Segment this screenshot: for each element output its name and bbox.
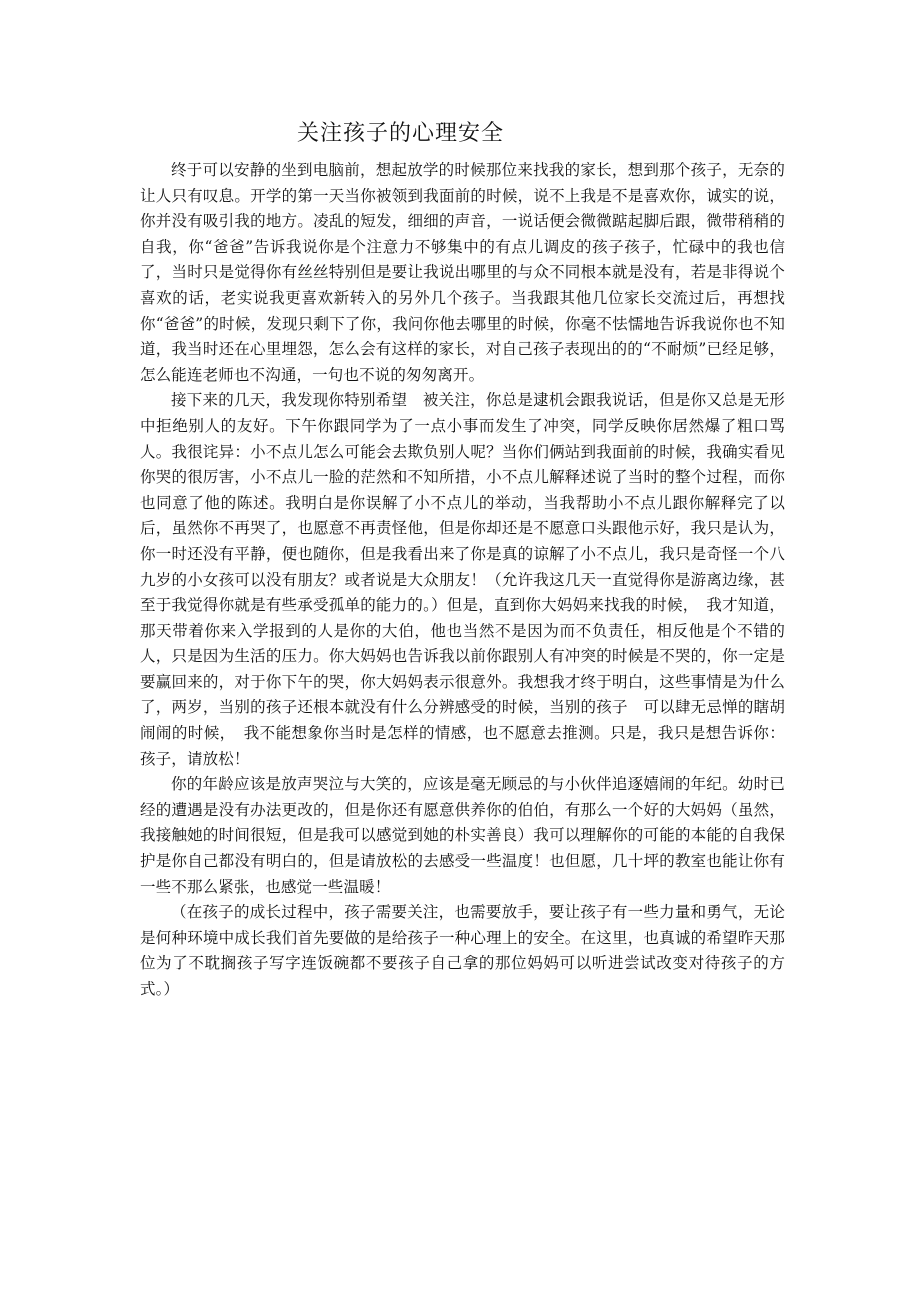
paragraph-1: 终于可以安静的坐到电脑前，想起放学的时候那位来找我的家长，想到那个孩子，无奈的让人只有叹息。开学的第一天当你被领到我面前的时候，说不上我是不是喜欢你，诚实的说，你并没有吸引我的地方。凌乱的短发，细细的声音，一说话便会微微踮起脚后跟，微带稍稍的自我，你“爸爸”告诉我说你是个注意力不够集中的有点儿调皮的孩子孩子，忙碌中的我也信了，当时只是觉得你有丝丝特别但是要让我说出哪里的与众不同根本就是没有，若是非得说个喜欢的话，老实说我更喜欢新转入的另外几个孩子。当我跟其他几位家长交流过后，再想找你“爸爸”的时候，发现只剩下了你，我问你他去哪里的时候，你毫不怯懦地告诉我说你也不知道，我当时还在心里埋怨，怎么会有这样的家长，对自己孩子表现出的的“不耐烦”已经足够，怎么能连老师也不沟通，一句也不说的匆匆离开。	[140, 161, 785, 384]
paragraph-4: （在孩子的成长过程中，孩子需要关注，也需要放手，要让孩子有一些力量和勇气，无论是何种环境中成长我们首先要做的是给孩子一种心理上的安全。在这里，也真诚的希望昨天那位为了不耽搁孩子写字连饭碗都不要孩子自己拿的那位妈妈可以听进尝试改变对待孩子的方式。）	[140, 903, 785, 998]
document-page	[140, 118, 785, 1003]
paragraph-3: 你的年龄应该是放声哭泣与大笑的，应该是毫无顾忌的与小伙伴追逐嬉闹的年纪。幼时已经的遭遇是没有办法更改的，但是你还有愿意供养你的伯伯，有那么一个好的大妈妈（虽然，我接触她的时间很短，但是我可以感觉到她的朴实善良）我可以理解你的可能的本能的自我保护是你自己都没有明白的，但是请放松的去感受一些温度！也但愿，几十坪的教室也能让你有一些不那么紧张，也感觉一些温暖！	[140, 775, 785, 896]
paragraph-2: 接下来的几天，我发现你特别希望 被关注，你总是逮机会跟我说话，但是你又总是无形中拒绝别人的友好。下午你跟同学为了一点小事而发生了冲突，同学反映你居然爆了粗口骂人。我很诧异：小不点儿怎么可能会去欺负别人呢？当你们俩站到我面前的时候，我确实看见你哭的很厉害，小不点儿一脸的茫然和不知所措，小不点儿解释述说了当时的整个过程，而你也同意了他的陈述。我明白是你误解了小不点儿的举动，当我帮助小不点儿跟你解释完了以后，虽然你不再哭了，也愿意不再责怪他，但是你却还是不愿意口头跟他示好，我只是认为，你一时还没有平静，便也随你，但是我看出来了你是真的谅解了小不点儿，我只是奇怪一个八九岁的小女孩可以没有朋友？或者说是大众朋友！（允许我这几天一直觉得你是游离边缘，甚至于我觉得你就是有些承受孤单的能力的。）但是，直到你大妈妈来找我的时候， 我才知道，那天带着你来入学报到的人是你的大伯，他也当然不是因为而不负责任，相反他是个不错的人，只是因为生活的压力。你大妈妈也告诉我以前你跟别人有冲突的时候是不哭的，你一定是要赢回来的，对于你下午的哭，你大妈妈表示很意外。我想我才终于明白，这些事情是为什么了，两岁，当别的孩子还根本就没有什么分辨感受的时候，当别的孩子 可以肆无忌惮的瞎胡闹闹的时候， 我不能想象你当时是怎样的情感，也不愿意去推测。只是，我只是想告诉你：孩子，请放松！	[140, 391, 785, 768]
document-title: 关注孩子的心理安全	[296, 121, 504, 146]
